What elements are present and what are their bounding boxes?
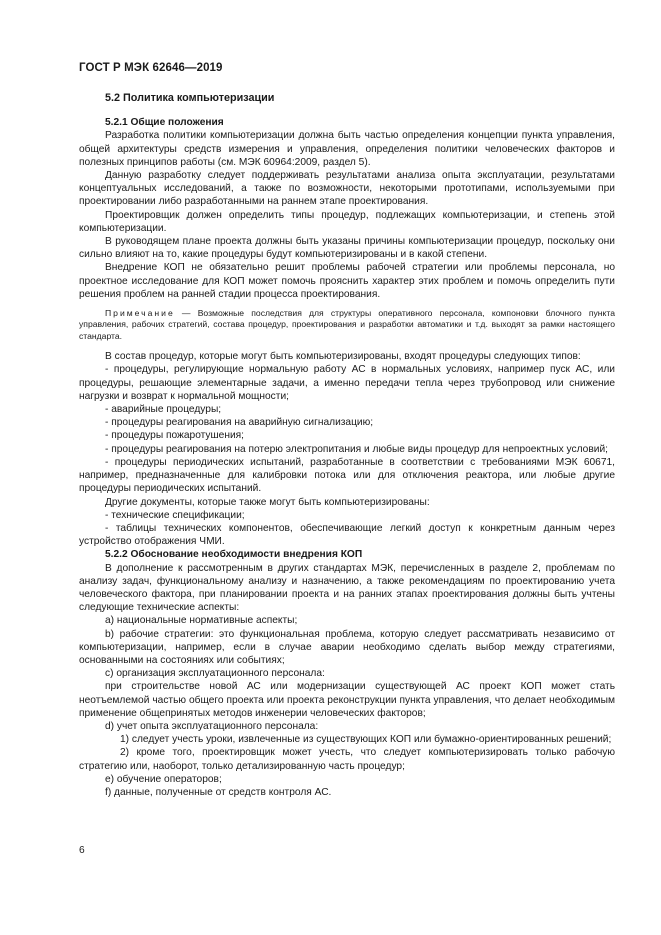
page-number: 6	[79, 845, 85, 856]
list-item: - процедуры, регулирующие нормальную работу АС в нормальных условиях, например пуск АС, или процедуры, решающие элементарные задачи, а именно передачи тепла через трубопровод или снижение нагрузки и возврат к нормальной мощности;	[79, 364, 615, 402]
section-5-2-title: 5.2 Политика компьютеризации	[105, 92, 275, 104]
list-item: при строительстве новой АС или модернизации существующей АС проект КОП может стать неотъемлемой частью общего проекта или проекта реконструкции пункта управления, что делает необходимым применение общепринятых методов инженерии человеческих факторов;	[79, 681, 615, 719]
note-label: Примечание	[105, 308, 175, 319]
list-item: - процедуры периодических испытаний, разработанные в соответствии с требованиями МЭК 60671, например, предназначенные для калибровки потока или для отключения реактора, или любые другие процедуры периодических испытаний.	[79, 456, 615, 495]
section-5-2-2-title: 5.2.2 Обоснование необходимости внедрения КОП	[105, 549, 363, 561]
list-item: - процедуры пожаротушения;	[105, 430, 245, 442]
note-text: — Возможные последствия для структуры оперативного персонала, компоновки блочного пункта управления, рабочих стратегий, состава процедур, проектирования и разработки автоматики и т.д. выходят за рамки настоящего стандарта.	[79, 308, 615, 341]
list-intro: В состав процедур, которые могут быть компьютеризированы, входят процедуры следующих типов:	[105, 351, 581, 363]
list-item: d) учет опыта эксплуатационного персонала:	[105, 720, 319, 732]
paragraph: Внедрение КОП не обязательно решит проблемы рабочей стратегии или проблемы персонала, но проектное исследование для КОП может помочь прояснить характер этих проблем и помочь определить пути решения проблем на ранней стадии процесса проектирования.	[79, 262, 615, 300]
sub-list-item: 1) следует учесть уроки, извлеченные из существующих КОП или бумажно-ориентированных решений;	[120, 734, 612, 746]
list-item: - процедуры реагирования на аварийную сигнализацию;	[105, 417, 374, 429]
paragraph: Проектировщик должен определить типы процедур, подлежащих компьютеризации, и степень этой компьютеризации.	[79, 209, 615, 234]
paragraph: В дополнение к рассмотренным в других стандартах МЭК, перечисленных в разделе 2, проблемам по анализу задач, функциональному анализу и назначению, а также рекомендациям по проектированию учета человеческого фактора, при планировании проекта и на ранних этапах проектирования должны быть учтены следующие технические аспекты:	[79, 562, 615, 614]
list-item: - процедуры реагирования на потерю электропитания и любые виды процедур для непроектных условий;	[105, 443, 608, 455]
list-intro: Другие документы, которые также могут быть компьютеризированы:	[105, 496, 430, 508]
document-body	[79, 92, 615, 799]
paragraph: В руководящем плане проекта должны быть указаны причины компьютеризации процедур, поскольку они сильно влияют на то, какие процедуры будут компьютеризированы и в какой степени.	[79, 236, 615, 261]
list-item: - технические спецификации;	[105, 509, 245, 521]
paragraph: Разработка политики компьютеризации должна быть частью определения концепции пункта управления, общей архитектуры средств измерения и управления, определения политики человеческих факторов и полезных принципов работы (см. МЭК 60964:2009, раздел 5).	[79, 130, 615, 168]
sub-list-item: 2) кроме того, проектировщик может учесть, что следует компьютеризировать только рабочую стратегию или, наоборот, только детализированную часть процедур;	[79, 747, 615, 772]
document-header: ГОСТ Р МЭК 62646—2019	[79, 62, 223, 74]
note	[79, 308, 615, 342]
list-item: b) рабочие стратегии: это функциональная проблема, которую следует рассматривать независимо от компьютеризации, например, если в случае аварии необходимо сделать выбор между стратегиями, основанными на состояниях или событиях;	[79, 628, 615, 666]
section-5-2-1-title: 5.2.1 Общие положения	[105, 117, 224, 129]
list-item: a) национальные нормативные аспекты;	[105, 615, 298, 627]
list-item: e) обучение операторов;	[105, 773, 222, 785]
paragraph: Данную разработку следует поддерживать результатами анализа опыта эксплуатации, результатами концептуальных исследований, а также по возможности, некоторыми прототипами, используемыми при проектировании либо разработанными на раннем этапе проектирования.	[79, 170, 615, 208]
list-item: - таблицы технических компонентов, обеспечивающие легкий доступ к конкретным данным через устройство отображения ЧМИ.	[79, 522, 615, 548]
list-item: - аварийные процедуры;	[105, 404, 222, 416]
list-item: f) данные, полученные от средств контроля АС.	[105, 786, 332, 798]
list-item: c) организация эксплуатационного персонала:	[105, 668, 325, 680]
